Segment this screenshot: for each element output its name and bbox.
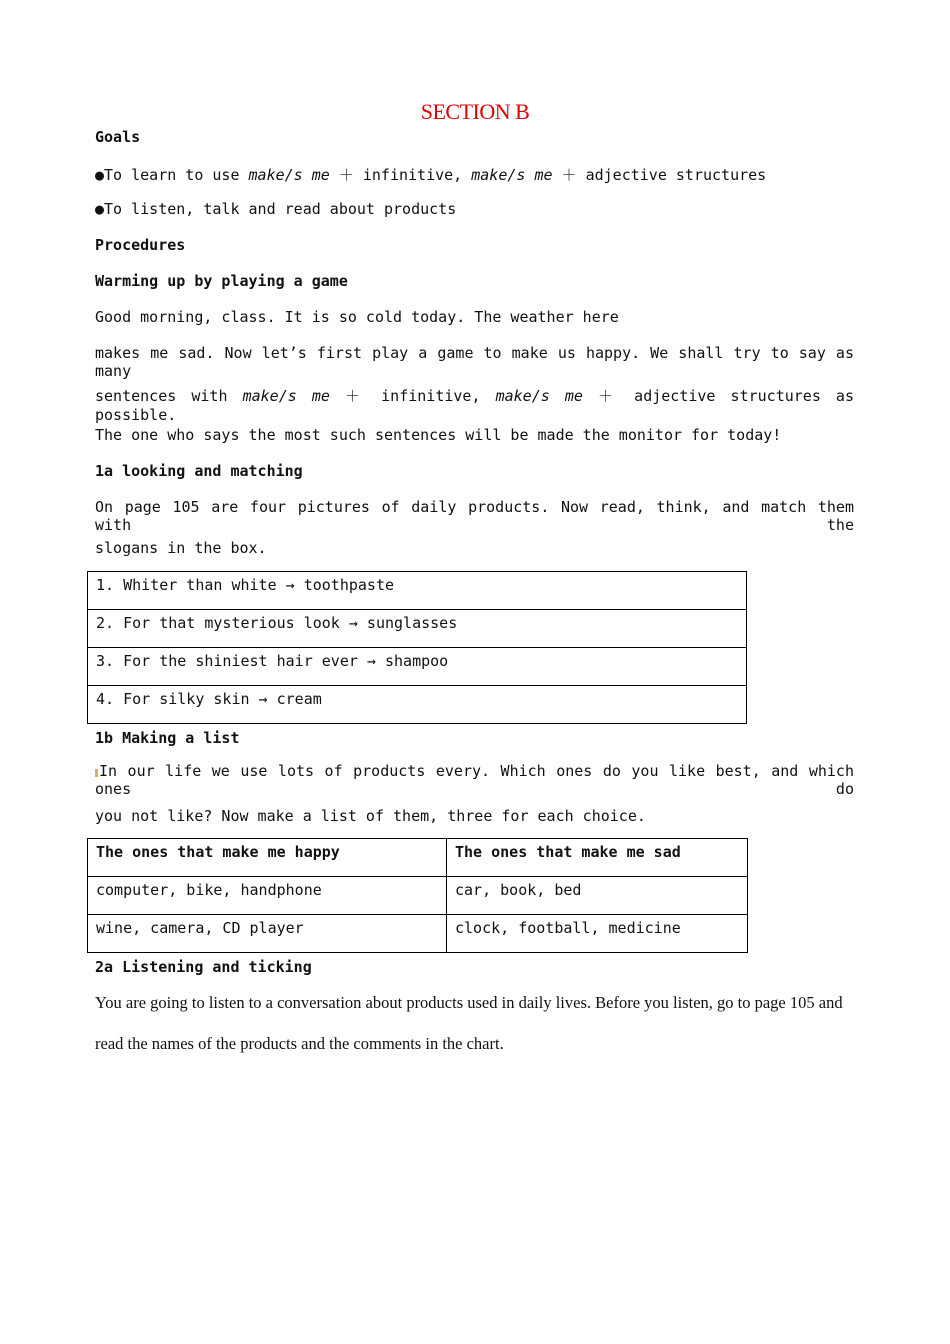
- section-1b-text: you not like? Now make a list of them, three for each choice.: [95, 807, 646, 825]
- section-1a-heading: 1a looking and matching: [95, 462, 303, 480]
- section-1b-text: In our life we use lots of products every. Which ones do you like best, and which ones do: [95, 762, 854, 798]
- section-1b-heading: 1b Making a list: [95, 729, 240, 747]
- warming-line: The one who says the most such sentences will be made the monitor for today!: [95, 426, 782, 444]
- table-row: [88, 572, 747, 610]
- table-cell: computer, bike, handphone: [88, 877, 447, 915]
- table-cell: 4. For silky skin → cream: [88, 686, 747, 724]
- table-header-cell: The ones that make me happy: [88, 839, 447, 877]
- table-header-cell: The ones that make me sad: [447, 839, 748, 877]
- procedures-heading: Procedures: [95, 236, 186, 254]
- page-title: SECTION B: [420, 99, 530, 124]
- warming-line: sentences with make/s me ＋ infinitive, make/s me ＋ adjective structures as possible.: [95, 387, 854, 424]
- goals-heading: Goals: [95, 128, 141, 146]
- table-row: [88, 648, 747, 686]
- section-1a-text: slogans in the box.: [95, 539, 267, 557]
- slogan-table: [87, 571, 747, 724]
- warming-line: Good morning, class. It is so cold today. The weather here: [95, 308, 619, 326]
- bullet-icon: ●: [95, 200, 105, 218]
- product-list-table: [87, 838, 748, 953]
- warming-heading: Warming up by playing a game: [95, 272, 348, 290]
- table-cell: clock, football, medicine: [447, 915, 748, 953]
- table-row: [88, 915, 748, 953]
- section-1a-text: On page 105 are four pictures of daily products. Now read, think, and match them with the: [95, 498, 854, 534]
- section-2a-text: read the names of the products and the comments in the chart.: [95, 1034, 504, 1053]
- table-cell: car, book, bed: [447, 877, 748, 915]
- table-row: [88, 877, 748, 915]
- bullet-icon: ●: [95, 166, 105, 184]
- goal-item: ●To listen, talk and read about products: [95, 200, 457, 218]
- text-marker-icon: [95, 769, 98, 777]
- table-cell: 2. For that mysterious look → sunglasses: [88, 610, 747, 648]
- goal-item: ●To learn to use make/s me ＋ infinitive, make/s me ＋ adjective structures: [95, 166, 767, 184]
- section-2a-text: You are going to listen to a conversation about products used in daily lives. Before you listen, go to page 105 and: [95, 993, 843, 1012]
- table-row: [88, 610, 747, 648]
- table-cell: wine, camera, CD player: [88, 915, 447, 953]
- table-header-row: [88, 839, 748, 877]
- table-cell: 1. Whiter than white → toothpaste: [88, 572, 747, 610]
- section-2a-heading: 2a Listening and ticking: [95, 958, 312, 976]
- table-row: [88, 686, 747, 724]
- warming-line: makes me sad. Now let’s first play a game to make us happy. We shall try to say as many: [95, 344, 854, 380]
- table-cell: 3. For the shiniest hair ever → shampoo: [88, 648, 747, 686]
